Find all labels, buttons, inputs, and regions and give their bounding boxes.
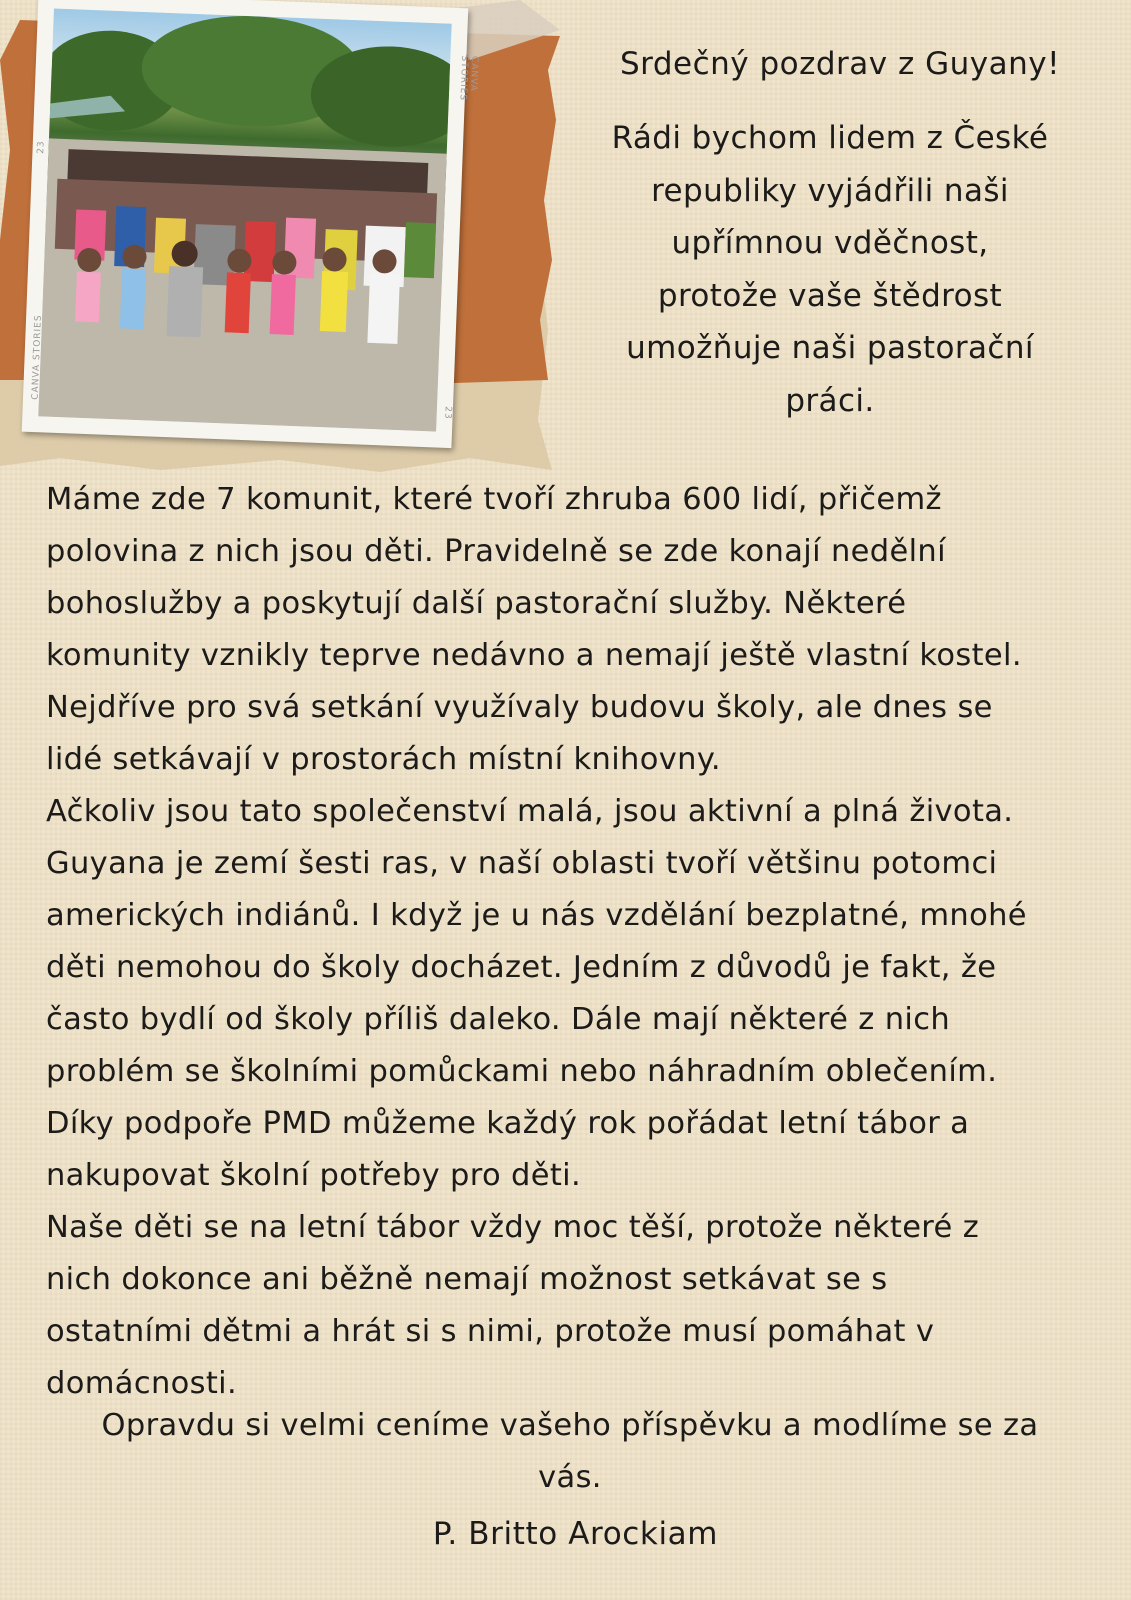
body-line: Nejdříve pro svá setkání využívaly budovu školy, ale dnes se: [46, 690, 993, 725]
group-photo: [38, 9, 451, 432]
body-line: polovina z nich jsou děti. Pravidelně se zde konají nedělní: [46, 534, 946, 569]
photo-frame: [22, 0, 480, 448]
intro-line: republiky vyjádřili naši: [651, 172, 1009, 209]
intro-line: práci.: [785, 382, 875, 419]
closing-paragraph: [40, 1400, 1100, 1504]
frame-label: CANVA STORIES: [30, 314, 44, 400]
intro-line: protože vaše štědrost: [657, 277, 1003, 314]
body-line: nakupovat školní potřeby pro děti.: [46, 1158, 582, 1193]
body-line: Guyana je zemí šesti ras, v naší oblasti tvoří většinu potomci: [46, 846, 998, 881]
frame-label: CANVA STORIES: [457, 55, 480, 102]
letter-body: [46, 474, 1116, 1410]
intro-paragraph: [560, 112, 1100, 427]
body-line: komunity vznikly teprve nedávno a nemají ještě vlastní kostel.: [46, 638, 1022, 673]
body-line: nich dokonce ani běžně nemají možnost setkávat se s: [46, 1262, 888, 1297]
body-line: domácnosti.: [46, 1366, 238, 1401]
group-photo-children-guyana-icon: [38, 9, 451, 432]
closing-line: Opravdu si velmi ceníme vašeho příspěvku a modlíme se za: [101, 1408, 1039, 1443]
frame-label: 23: [36, 140, 47, 155]
greeting: Srdečný pozdrav z Guyany!: [619, 46, 1061, 82]
frame-label: 23: [442, 406, 453, 420]
body-line: amerických indiánů. I když je u nás vzdělání bezplatné, mnohé: [46, 898, 1027, 933]
closing-line: vás.: [538, 1460, 602, 1495]
intro-line: upřímnou vděčnost,: [671, 225, 989, 261]
body-line: Máme zde 7 komunit, které tvoří zhruba 600 lidí, přičemž: [46, 482, 942, 517]
body-line: děti nemohou do školy docházet. Jedním z důvodů je fakt, že: [46, 950, 997, 985]
body-line: často bydlí od školy příliš daleko. Dále mají některé z nich: [46, 1002, 950, 1037]
intro-line: Rádi bychom lidem z České: [611, 120, 1049, 156]
photo-collage: [0, 0, 600, 500]
body-line: problém se školními pomůckami nebo náhradním oblečením.: [46, 1054, 998, 1089]
body-line: ostatními dětmi a hrát si s nimi, protože musí pomáhat v: [46, 1314, 935, 1349]
intro-line: umožňuje naši pastorační: [626, 330, 1034, 366]
signature: P. Britto Arockiam: [432, 1516, 719, 1552]
body-line: bohoslužby a poskytují další pastorační služby. Některé: [46, 586, 907, 621]
body-line: Naše děti se na letní tábor vždy moc těší, protože některé z: [46, 1210, 980, 1245]
body-line: lidé setkávají v prostorách místní knihovny.: [46, 742, 721, 777]
body-line: Ačkoliv jsou tato společenství malá, jsou aktivní a plná života.: [46, 794, 1014, 829]
body-line: Díky podpoře PMD můžeme každý rok pořádat letní tábor a: [46, 1106, 970, 1141]
